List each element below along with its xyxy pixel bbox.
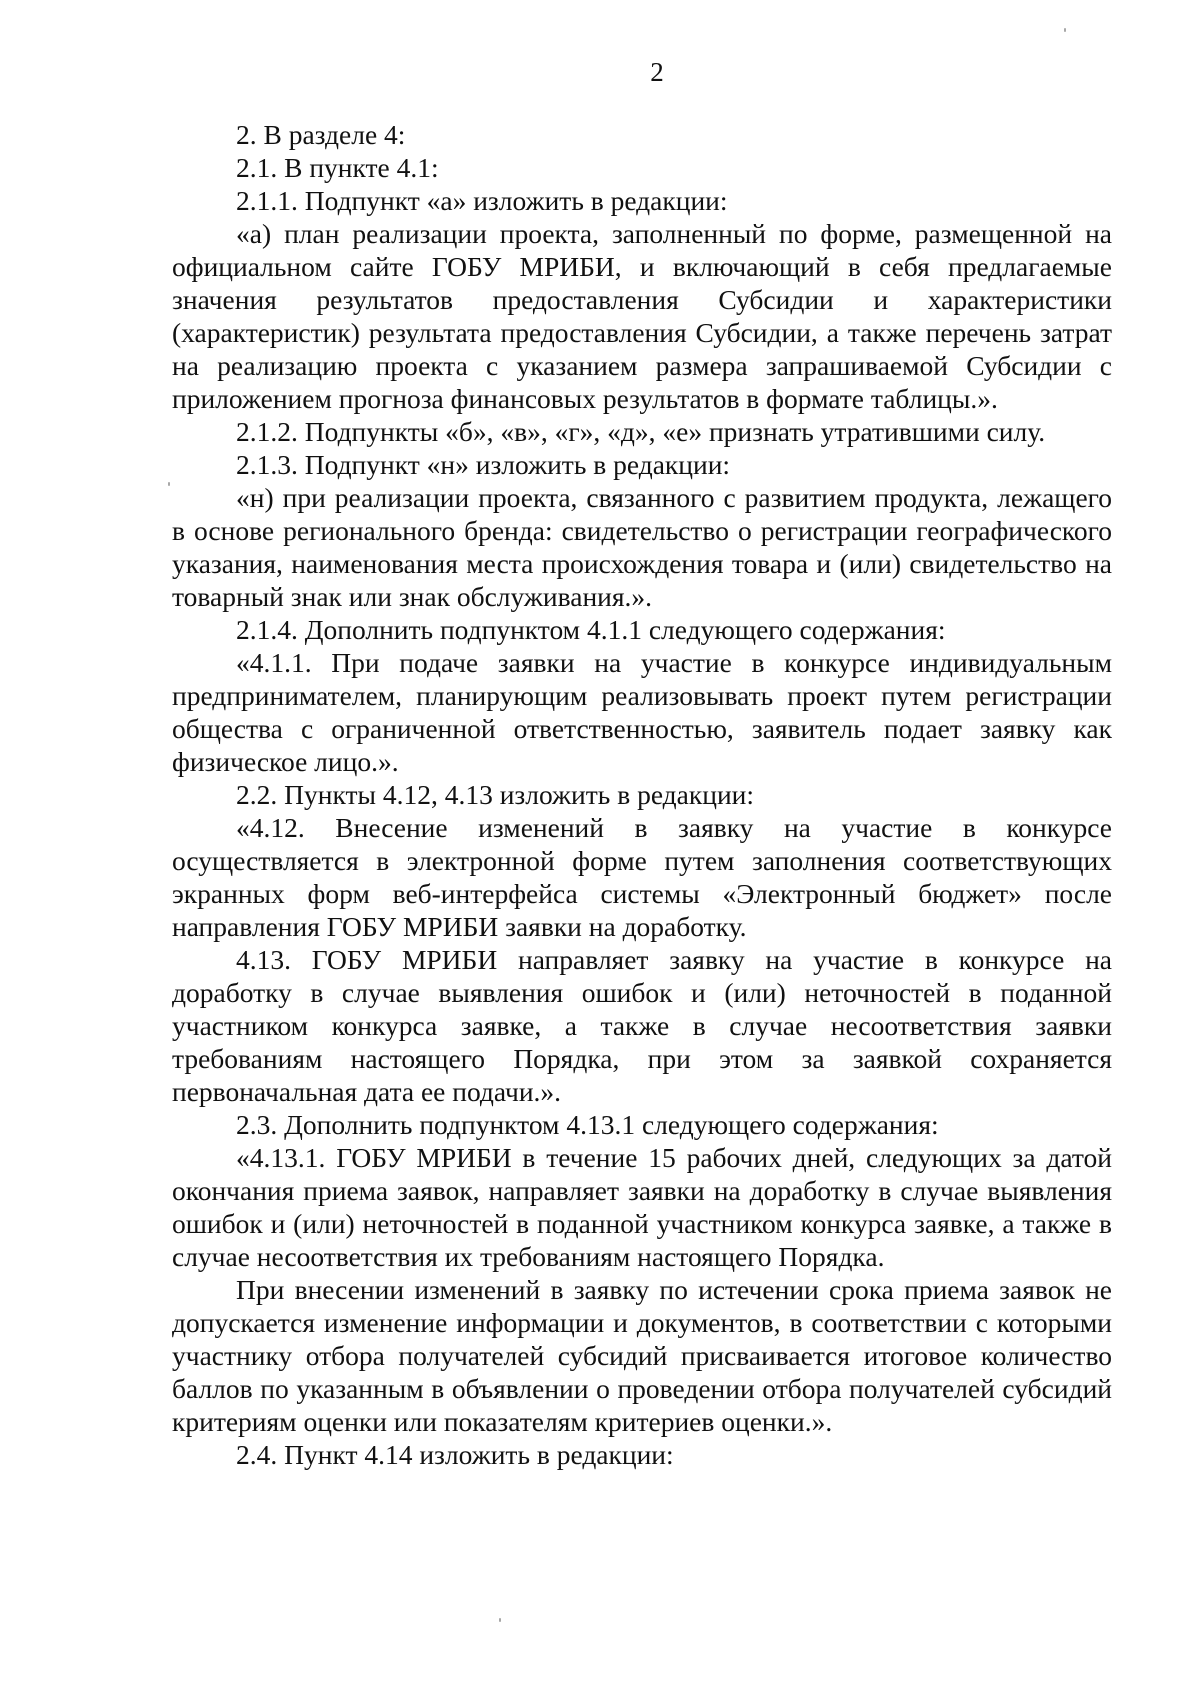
paragraph-2-2: 2.2. Пункты 4.12, 4.13 изложить в редакции: <box>236 779 755 810</box>
page-number: 2 <box>650 57 664 87</box>
paragraph-subitem-n-text: «н) при реализации проекта, связанного с развитием продукта, лежащего в основе регионального бренда: свидетельство о регистрации географического указания, наименования места происхождения товара и (или) свидетельство на товарный знак или знак обслуживания.». <box>172 482 1112 612</box>
scan-artifact-bottom-center <box>499 1618 501 1622</box>
paragraph-application-changes-text: При внесении изменений в заявку по истечении срока приема заявок не допускается изменение информации и документов, в соответствии с которыми участнику отбора получателей субсидий присваивается итоговое количество баллов по указанным в объявлении о проведении отбора получателей субсидий критериям оценки или показателям критериев оценки.». <box>172 1274 1112 1437</box>
paragraph-2-1-1: 2.1.1. Подпункт «а» изложить в редакции: <box>236 185 728 216</box>
scan-artifact-top-right <box>1064 28 1066 32</box>
paragraph-2-1-3: 2.1.3. Подпункт «н» изложить в редакции: <box>236 449 731 480</box>
paragraph-section-2: 2. В разделе 4: <box>236 119 406 150</box>
paragraph-2-1-2: 2.1.2. Подпункты «б», «в», «г», «д», «е» признать утратившими силу. <box>236 416 1046 447</box>
paragraph-4-13-text: 4.13. ГОБУ МРИБИ направляет заявку на участие в конкурсе на доработку в случае выявления ошибок и (или) неточностей в поданной участником конкурса заявке, а также в случае несоответствия заявки требованиям настоящего Порядка, при этом за заявкой сохраняется первоначальная дата ее подачи.». <box>172 944 1112 1107</box>
paragraph-2-4: 2.4. Пункт 4.14 изложить в редакции: <box>236 1439 674 1470</box>
paragraph-2-1: 2.1. В пункте 4.1: <box>236 152 439 183</box>
document-body <box>172 118 1112 1471</box>
scan-artifact-left-margin <box>168 482 170 486</box>
paragraph-2-1-4: 2.1.4. Дополнить подпунктом 4.1.1 следующего содержания: <box>236 614 946 645</box>
paragraph-4-1-1-text: «4.1.1. При подаче заявки на участие в конкурсе индивидуальным предпринимателем, планирующим реализовывать проект путем регистрации общества с ограниченной ответственностью, заявитель подает заявку как физическое лицо.». <box>172 647 1112 777</box>
paragraph-subitem-a-text: «а) план реализации проекта, заполненный по форме, размещенной на официальном сайте ГОБУ МРИБИ, и включающий в себя предлагаемые значения результатов предоставления Субсидии и характеристики (характеристик) результата предоставления Субсидии, а также перечень затрат на реализацию проекта с указанием размера запрашиваемой Субсидии с приложением прогноза финансовых результатов в формате таблицы.». <box>172 218 1112 414</box>
paragraph-2-3: 2.3. Дополнить подпунктом 4.13.1 следующего содержания: <box>236 1109 939 1140</box>
paragraph-4-12-text: «4.12. Внесение изменений в заявку на участие в конкурсе осуществляется в электронной форме путем заполнения соответствующих экранных форм веб-интерфейса системы «Электронный бюджет» после направления ГОБУ МРИБИ заявки на доработку. <box>172 812 1112 942</box>
paragraph-4-13-1-text: «4.13.1. ГОБУ МРИБИ в течение 15 рабочих дней, следующих за датой окончания приема заявок, направляет заявки на доработку в случае выявления ошибок и (или) неточностей в поданной участником конкурса заявке, а также в случае несоответствия их требованиям настоящего Порядка. <box>172 1142 1112 1272</box>
